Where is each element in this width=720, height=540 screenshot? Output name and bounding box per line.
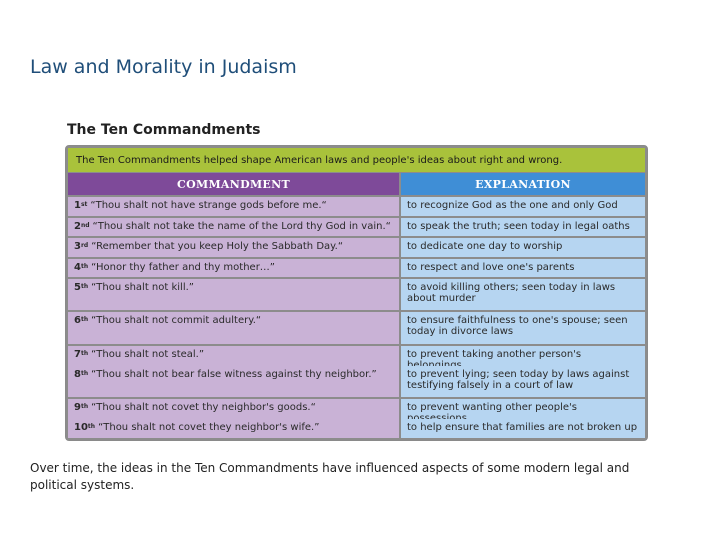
commandment-cell: 7th “Thou shalt not steal.” [68,346,399,374]
commandment-cell: 10th “Thou shalt not covet they neighbor's wife.” [68,419,399,438]
explanation-cell: to recognize God as the one and only God [401,197,645,216]
table-row [68,399,645,417]
ordinal: 5th [74,282,89,293]
ordinal: 6th [74,315,89,326]
ordinal: 10th [74,422,96,433]
table-row [68,279,645,310]
commandments-table [65,145,648,441]
explanation-cell: to prevent taking another person's [401,346,645,374]
commandment-cell: 5th “Thou shalt not kill.” [68,279,399,310]
table-row [68,346,645,364]
explanation-cell: to speak the truth; seen today in legal oaths [401,218,645,236]
ordinal: 7th [74,349,89,360]
explanation-cell: to prevent lying; seen today by laws against testifying falsely in a court of law [401,366,645,397]
ordinal: 4th [74,262,89,273]
table-row [68,218,645,236]
explanation-cell: to dedicate one day to worship [401,238,645,257]
table-header-row [68,173,645,195]
slide-caption: Over time, the ideas in the Ten Commandments have influenced aspects of some modern legal and political systems. [30,461,630,492]
commandment-cell: 8th “Thou shalt not bear false witness against thy neighbor.” [68,366,399,397]
commandment-cell: 4th “Honor thy father and thy mother…” [68,259,399,277]
explanation-cell: to avoid killing others; seen today in laws about murder [401,279,645,310]
table-row [68,238,645,257]
column-header-explanation: EXPLANATION [401,173,645,195]
commandment-cell: 9th “Thou shalt not covet thy neighbor's goods.“ [68,399,399,427]
commandment-cell: 2nd “Thou shalt not take the name of the Lord thy God in vain.“ [68,218,399,236]
slide-title: Law and Morality in Judaism [30,56,297,78]
explanation-cell: to respect and love one's parents [401,259,645,277]
ordinal: 9th [74,402,89,413]
table-row [68,419,645,438]
table-row [68,312,645,344]
explanation-cell: to ensure faithfulness to one's spouse; seen today in divorce laws [401,312,645,344]
table-row [68,259,645,277]
ordinal: 1st [74,200,88,211]
table-row [68,366,645,397]
table-row [68,197,645,216]
table-intro: The Ten Commandments helped shape American laws and people's ideas about right and wrong. [68,148,645,172]
commandment-cell: 1st “Thou shalt not have strange gods before me.“ [68,197,399,216]
explanation-cell: to prevent wanting other people's [401,399,645,427]
table-heading: The Ten Commandments [67,122,261,138]
ordinal: 2nd [74,221,90,232]
commandment-cell: 6th “Thou shalt not commit adultery.“ [68,312,399,344]
commandment-cell: 3rd “Remember that you keep Holy the Sabbath Day.“ [68,238,399,257]
column-header-commandment: COMMANDMENT [68,173,399,195]
explanation-cell: to help ensure that families are not broken up [401,419,645,438]
ordinal: 3rd [74,241,89,252]
ordinal: 8th [74,369,89,380]
